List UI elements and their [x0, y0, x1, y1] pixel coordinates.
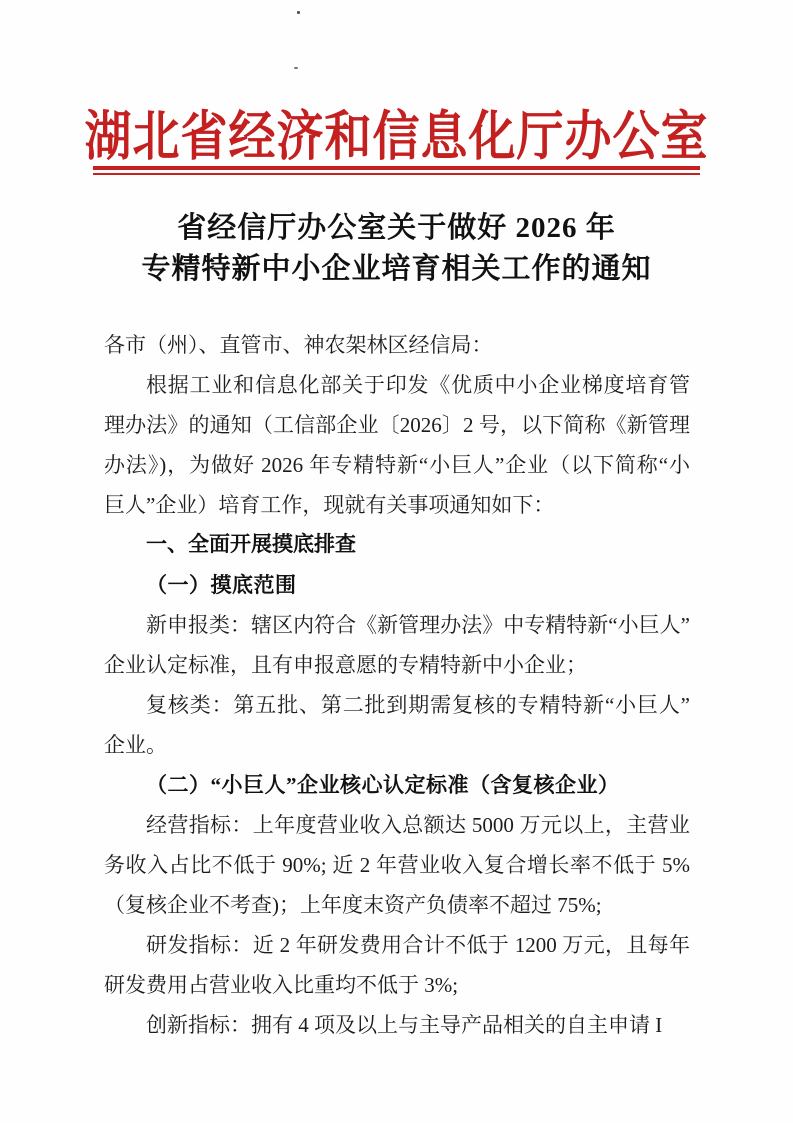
document-title-line-1: 省经信厅办公室关于做好 2026 年 [177, 212, 616, 244]
paragraph-line: 创新指标：拥有 4 项及以上与主导产品相关的自主申请 I [146, 1013, 663, 1037]
document-body [104, 325, 690, 1045]
salutation-line: 各市（州）、直管市、神农架林区经信局： [104, 333, 493, 357]
subsection-2-heading: （二）“小巨人”企业核心认定标准（含复核企业） [146, 773, 620, 797]
letterhead-double-rule [93, 166, 700, 175]
paragraph-line: 新申报类：辖区内符合《新管理办法》中专精特新“小巨人” [146, 613, 690, 637]
subsection-1-heading: （一）摸底范围 [146, 573, 297, 597]
paragraph-line: 企业认定标准，且有申报意愿的专精特新中小企业； [104, 653, 587, 677]
paragraph-line: 巨人”企业）培育工作，现就有关事项通知如下： [104, 493, 555, 517]
scan-artifact-dot [294, 67, 298, 69]
paragraph-line: 根据工业和信息化部关于印发《优质中小企业梯度培育管 [146, 373, 690, 397]
paragraph-line: 务收入占比不低于 90%; 近 2 年营业收入复合增长率不低于 5% [104, 853, 690, 877]
document-title-line-2: 专精特新中小企业培育相关工作的通知 [141, 253, 652, 285]
document-title [0, 208, 793, 290]
paragraph-line: 理办法》的通知（工信部企业〔2026〕2 号，以下简称《新管理 [104, 413, 690, 437]
paragraph-line: 复核类：第五批、第二批到期需复核的专精特新“小巨人” [146, 693, 690, 717]
paragraph-line: 办法》)，为做好 2026 年专精特新“小巨人”企业（以下简称“小 [104, 453, 690, 477]
paragraph-line: 研发费用占营业收入比重均不低于 3%; [104, 973, 459, 997]
scan-artifact-dot [297, 11, 300, 14]
paragraph-line: 研发指标：近 2 年研发费用合计不低于 1200 万元，且每年 [146, 933, 690, 957]
paragraph-line: 经营指标：上年度营业收入总额达 5000 万元以上，主营业 [146, 813, 690, 837]
paragraph-line: （复核企业不考查)；上年度末资产负债率不超过 75%; [104, 893, 602, 917]
paragraph-line: 企业。 [104, 733, 167, 757]
section-1-heading: 一、全面开展摸底排查 [146, 533, 356, 556]
letterhead-org-name: 湖北省经济和信息化厅办公室 [84, 107, 709, 167]
